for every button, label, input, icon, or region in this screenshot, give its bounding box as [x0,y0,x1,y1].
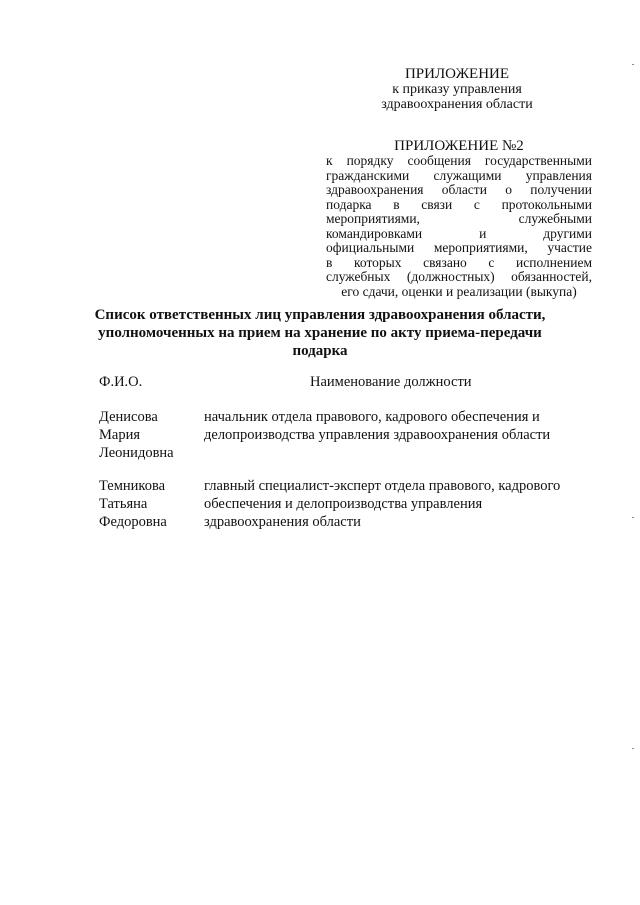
list-title-line: подарка [292,343,348,359]
position-line: обеспечения и делопроизводства управления [204,496,483,512]
person-name [99,408,194,462]
appendix-line: здравоохранения области [381,97,533,112]
position-line: делопроизводства управления здравоохранения области [204,427,551,443]
column-header-position: Наименование должности [310,374,472,390]
appendix-title: ПРИЛОЖЕНИЕ [404,66,510,82]
appendix2-line: в которых связано с исполнением [326,254,592,270]
list-title-line: уполномоченных на прием на хранение по акту приема-передачи [98,325,542,341]
appendix2-line: гражданскими служащими управления [326,167,592,183]
position-line: начальник отдела правового, кадрового обеспечения и [204,409,540,425]
appendix2-line: мероприятиями, служебными [326,211,592,226]
appendix-line: к приказу управления [392,82,522,97]
appendix2-line: здравоохранения области о получении [326,182,592,197]
appendix2-line: подарка в связи с протокольными [326,196,592,212]
appendix-header [372,66,542,112]
patronymic: Федоровна [99,514,167,530]
patronymic: Леонидовна [99,445,174,461]
first-name: Мария [99,427,141,443]
position-line: главный специалист-эксперт отдела правового, кадрового [204,478,561,494]
column-header-fio: Ф.И.О. [99,374,143,390]
person-position [204,477,594,531]
appendix2-header [326,138,592,299]
scan-edge-mark [632,748,634,749]
surname: Денисова [99,409,158,425]
person-position [204,408,594,444]
first-name: Татьяна [99,496,148,512]
appendix2-line: служебных (должностных) обязанностей, [326,269,592,284]
appendix2-line: к порядку сообщения государственными [326,153,592,168]
list-title-line: Список ответственных лиц управления здравоохранения области, [94,307,546,323]
scan-edge-mark [632,517,634,518]
list-title [70,306,570,360]
surname: Темникова [99,478,166,494]
position-line: здравоохранения области [204,514,361,530]
appendix2-line: официальными мероприятиями, участие [326,240,592,255]
person-name [99,477,194,531]
appendix2-title: ПРИЛОЖЕНИЕ №2 [394,138,524,154]
appendix2-line: его сдачи, оценки и реализации (выкупа) [341,283,577,299]
appendix2-line: командировками и другими [326,225,592,241]
scan-edge-mark [632,64,634,65]
